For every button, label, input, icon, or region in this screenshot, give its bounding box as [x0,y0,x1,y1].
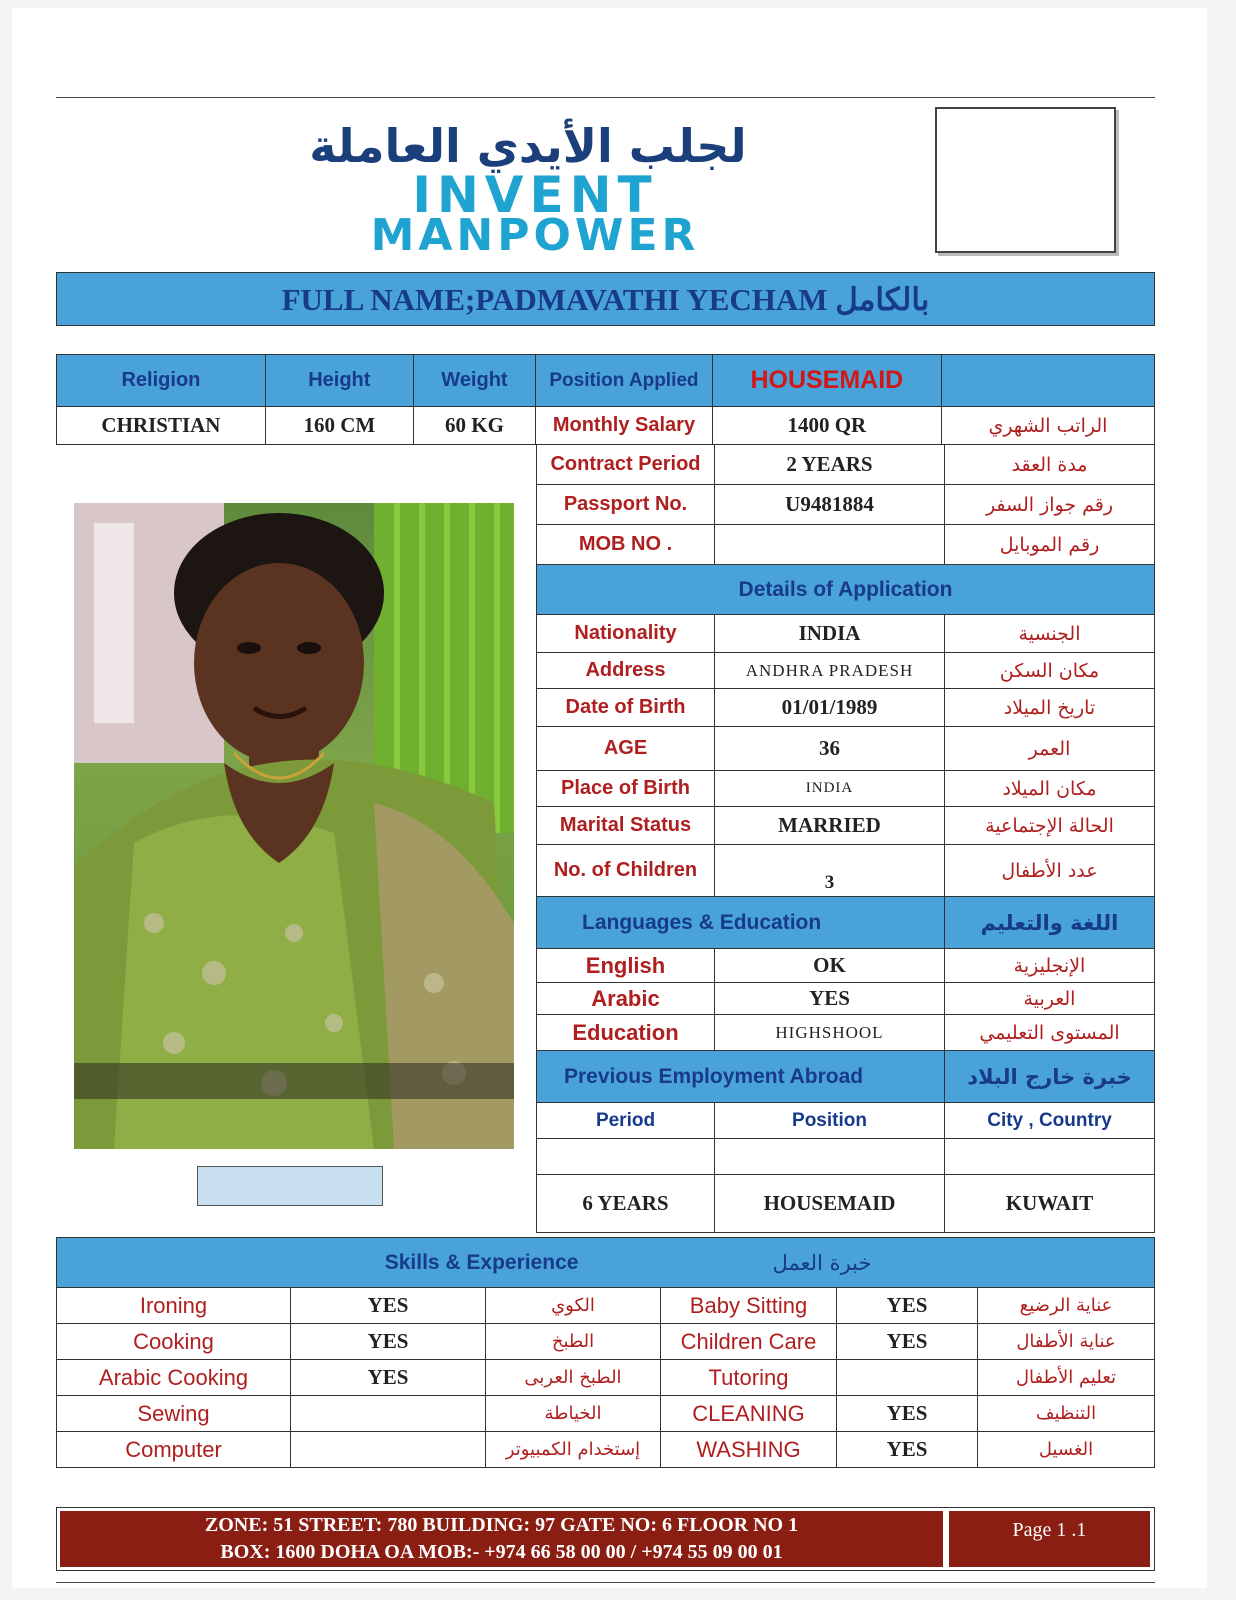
dob-label: Date of Birth [537,689,715,727]
employment-city-header: City , Country [945,1103,1155,1139]
skill-cleaning-label: CLEANING [661,1396,837,1432]
employment-position: HOUSEMAID [715,1175,945,1233]
languages-title: Languages & Education [537,897,945,949]
photo-illustration [74,503,514,1149]
skill-washing-label: WASHING [661,1432,837,1468]
logo-invent: INVENT [412,166,658,224]
skill-childcare-label: Children Care [661,1324,837,1360]
mobile-label: MOB NO . [537,525,715,565]
skill-childcare-ar: عناية الأطفال [978,1324,1155,1360]
address-value: ANDHRA PRADESH [715,653,945,689]
age-value: 36 [715,727,945,771]
skill-cooking-ar: الطبخ [486,1324,661,1360]
marital-label: Marital Status [537,807,715,845]
children-ar: عدد الأطفال [945,845,1155,897]
pob-value: INDIA [715,771,945,807]
skill-computer-value [291,1432,486,1468]
education-label: Education [537,1015,715,1051]
page-number: Page 1 .1 [949,1511,1150,1567]
employment-empty-city [945,1139,1155,1175]
footer-address-line1: ZONE: 51 STREET: 780 BUILDING: 97 GATE NO: 6 FLOOR NO 1 [204,1514,799,1536]
skill-washing-value: YES [837,1432,978,1468]
candidate-photo [74,503,514,1149]
employment-empty-position [715,1139,945,1175]
age-ar: العمر [945,727,1155,771]
employment-title-ar: خبرة خارج البلاد [945,1051,1155,1103]
employment-title: Previous Employment Abroad [537,1051,945,1103]
english-value: OK [715,949,945,983]
skill-childcare-value: YES [837,1324,978,1360]
dob-value: 01/01/1989 [715,689,945,727]
arabic-label: Arabic [537,983,715,1015]
children-label: No. of Children [537,845,715,897]
marital-value: MARRIED [715,807,945,845]
skill-cleaning-ar: التنظيف [978,1396,1155,1432]
footer-address [60,1511,943,1567]
skill-arabic-cooking-label: Arabic Cooking [57,1360,291,1396]
footer-address-line2: BOX: 1600 DOHA OA MOB:- +974 66 58 00 00 / +974 55 09 00 01 [220,1541,783,1563]
photo-caption-box [197,1166,383,1206]
religion-header: Religion [57,355,266,407]
education-ar: المستوى التعليمي [945,1015,1155,1051]
nationality-ar: الجنسية [945,615,1155,653]
employment-empty-period [537,1139,715,1175]
mobile-ar: رقم الموبايل [945,525,1155,565]
languages-title-ar: اللغة والتعليم [945,897,1155,949]
skill-arabic-cooking-ar: الطبخ العربى [486,1360,661,1396]
salary-ar: الراتب الشهري [941,407,1154,445]
address-ar: مكان السكن [945,653,1155,689]
contract-ar: مدة العقد [945,445,1155,485]
top-rule [56,97,1155,98]
footer [56,1507,1155,1571]
skills-title: Skills & Experience [57,1238,661,1288]
bottom-rule [56,1582,1155,1583]
employment-period-header: Period [537,1103,715,1139]
position-value: HOUSEMAID [712,355,941,407]
position-ar-cell [941,355,1154,407]
skill-tutoring-ar: تعليم الأطفال [978,1360,1155,1396]
skill-sewing-label: Sewing [57,1396,291,1432]
skill-tutoring-value [837,1360,978,1396]
skill-ironing-ar: الكوي [486,1288,661,1324]
job-table [536,444,1155,1233]
stamp-box [935,107,1116,253]
dob-ar: تاريخ الميلاد [945,689,1155,727]
top-table [56,354,1155,445]
pob-label: Place of Birth [537,771,715,807]
weight-header: Weight [413,355,535,407]
marital-ar: الحالة الإجتماعية [945,807,1155,845]
employment-period: 6 YEARS [537,1175,715,1233]
skill-cooking-label: Cooking [57,1324,291,1360]
height-value: 160 CM [265,407,413,445]
passport-ar: رقم جواز السفر [945,485,1155,525]
contract-label: Contract Period [537,445,715,485]
skill-cooking-value: YES [291,1324,486,1360]
skill-babysitting-value: YES [837,1288,978,1324]
salary-value: 1400 QR [712,407,941,445]
skill-washing-ar: الغسيل [978,1432,1155,1468]
weight-value: 60 KG [413,407,535,445]
skill-computer-ar: إستخدام الكمبيوتر [486,1432,661,1468]
nationality-label: Nationality [537,615,715,653]
contract-value: 2 YEARS [715,445,945,485]
position-header: Position Applied [536,355,713,407]
skill-arabic-cooking-value: YES [291,1360,486,1396]
arabic-ar: العربية [945,983,1155,1015]
age-label: AGE [537,727,715,771]
details-title: Details of Application [537,565,1155,615]
arabic-value: YES [715,983,945,1015]
religion-value: CHRISTIAN [57,407,266,445]
address-label: Address [537,653,715,689]
skill-computer-label: Computer [57,1432,291,1468]
skills-title-ar: خبرة العمل [661,1238,1155,1288]
passport-value: U9481884 [715,485,945,525]
skill-sewing-ar: الخياطة [486,1396,661,1432]
skill-sewing-value [291,1396,486,1432]
full-name-bar: FULL NAME;PADMAVATHI YECHAM بالكامل [56,272,1155,326]
height-header: Height [265,355,413,407]
english-ar: الإنجليزية [945,949,1155,983]
skills-table [56,1237,1155,1468]
education-value: HIGHSHOOL [715,1015,945,1051]
employment-city: KUWAIT [945,1175,1155,1233]
logo-manpower: MANPOWER [370,210,700,261]
skill-ironing-label: Ironing [57,1288,291,1324]
children-value: 3 [715,845,945,897]
mobile-value [715,525,945,565]
skill-tutoring-label: Tutoring [661,1360,837,1396]
nationality-value: INDIA [715,615,945,653]
logo-arabic: لجلب الأيدي العاملة [309,119,747,173]
skill-babysitting-ar: عناية الرضيع [978,1288,1155,1324]
english-label: English [537,949,715,983]
pob-ar: مكان الميلاد [945,771,1155,807]
passport-label: Passport No. [537,485,715,525]
skill-ironing-value: YES [291,1288,486,1324]
employment-position-header: Position [715,1103,945,1139]
salary-label: Monthly Salary [536,407,713,445]
skill-babysitting-label: Baby Sitting [661,1288,837,1324]
skill-cleaning-value: YES [837,1396,978,1432]
